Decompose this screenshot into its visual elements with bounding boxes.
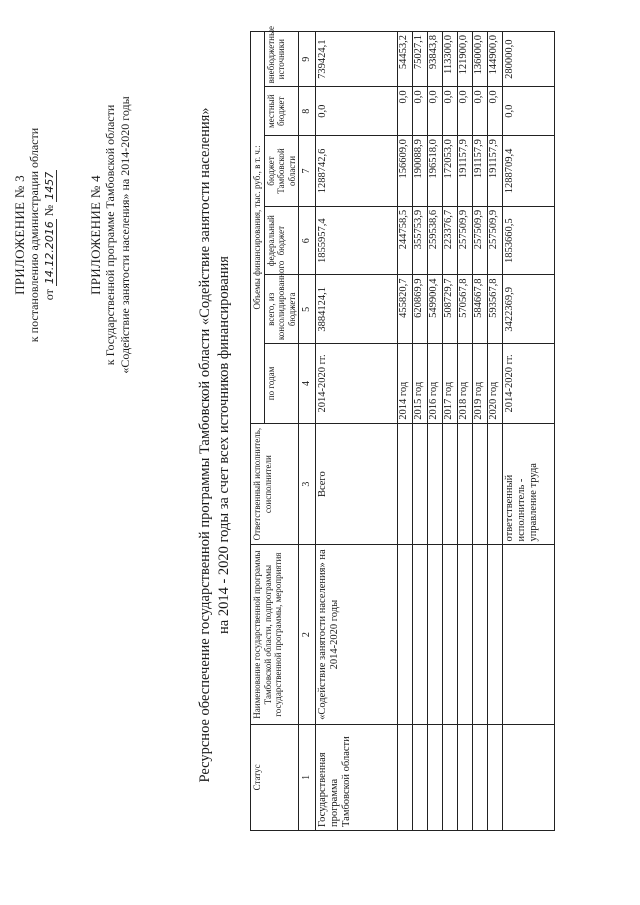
header-total: всего, из консолидированного бюджета: [264, 275, 299, 344]
regional-cell: 191157,9: [473, 136, 488, 207]
total-cell: 593567,8: [488, 275, 503, 344]
empty-cell: [458, 545, 473, 724]
document-title-line-1: Ресурсное обеспечение государственной программы Тамбовской области «Содействие занятости населения»: [197, 107, 213, 783]
empty-cell: [413, 724, 428, 830]
federal-cell: 1853660,5: [503, 206, 555, 275]
total-cell: 549900,4: [428, 275, 443, 344]
year-row: [398, 32, 413, 831]
empty-cell: [443, 545, 458, 724]
regional-cell: 191157,9: [488, 136, 503, 207]
federal-cell: 355753,9: [413, 206, 428, 275]
period-cell: 2014-2020 гг.: [503, 344, 555, 424]
empty-cell: [488, 724, 503, 830]
local-cell: 0,0: [503, 87, 555, 136]
annex-4-title: ПРИЛОЖЕНИЕ № 4: [88, 175, 103, 295]
year-cell: 2020 год: [488, 344, 503, 424]
local-cell: 0,0: [413, 87, 428, 136]
year-row: [413, 32, 428, 831]
empty-cell: [413, 423, 428, 545]
total-cell: 508729,7: [443, 275, 458, 344]
from-prefix: от: [42, 289, 56, 301]
extra-cell: 280000,0: [503, 32, 555, 87]
empty-cell: [473, 545, 488, 724]
regional-cell: 1288709,4: [503, 136, 555, 207]
empty-cell: [398, 724, 413, 830]
year-cell: 2019 год: [473, 344, 488, 424]
col-number: 9: [299, 32, 316, 87]
header-name: Наименование государственной программы Тамбовской области, подпрограммы государственной программы, мероприятия: [251, 545, 299, 724]
total-cell: 620869,9: [413, 275, 428, 344]
empty-cell: [428, 724, 443, 830]
extra-cell: 136000,0: [473, 32, 488, 87]
empty-cell: [428, 545, 443, 724]
extra-cell: 75027,1: [413, 32, 428, 87]
regional-cell: 196518,0: [428, 136, 443, 207]
local-cell: 0,0: [316, 87, 398, 136]
col-number: 1: [299, 724, 316, 830]
total-cell: 3422369,9: [503, 275, 555, 344]
annex-4-line-2: «Содействие занятости населения» на 2014-2020 годы: [118, 96, 132, 374]
executor-cell: Всего: [316, 423, 398, 545]
year-cell: 2017 год: [443, 344, 458, 424]
col-number: 4: [299, 344, 316, 424]
empty-cell: [428, 423, 443, 545]
col-number: 6: [299, 206, 316, 275]
total-cell: 584667,8: [473, 275, 488, 344]
annex-3-date-line: [42, 25, 57, 445]
regional-cell: 191157,9: [458, 136, 473, 207]
federal-cell: 257509,9: [488, 206, 503, 275]
program-name-cell: «Содействие занятости населения» на 2014-2020 годы: [316, 545, 398, 724]
local-cell: 0,0: [398, 87, 413, 136]
header-extra: внебюджетные источники: [264, 32, 299, 87]
empty-cell: [488, 423, 503, 545]
header-status: Статус: [251, 724, 299, 830]
regional-cell: 190088,9: [413, 136, 428, 207]
empty-cell: [458, 724, 473, 830]
document-title: [196, 45, 234, 845]
local-cell: 0,0: [443, 87, 458, 136]
annex-3-title: ПРИЛОЖЕНИЕ № 3: [12, 175, 27, 295]
number-prefix: №: [42, 204, 56, 217]
header-row-1: [251, 32, 265, 831]
col-number: 2: [299, 545, 316, 724]
local-cell: 0,0: [488, 87, 503, 136]
period-cell: 2014-2020 гг.: [316, 344, 398, 424]
empty-cell: [488, 545, 503, 724]
empty-cell: [398, 545, 413, 724]
extra-cell: 113300,0: [443, 32, 458, 87]
header-by-years: по годам: [264, 344, 299, 424]
local-cell: 0,0: [428, 87, 443, 136]
status-cell: Государственная программа Тамбовской области: [316, 724, 398, 830]
handwritten-number: 1457: [43, 171, 56, 200]
extra-cell: 144900,0: [488, 32, 503, 87]
local-cell: 0,0: [458, 87, 473, 136]
federal-cell: 259538,6: [428, 206, 443, 275]
year-row: [488, 32, 503, 831]
federal-cell: 1855957,4: [316, 206, 398, 275]
extra-cell: 739424,1: [316, 32, 398, 87]
col-number: 5: [299, 275, 316, 344]
year-rows: [398, 32, 503, 831]
header-federal: федеральный бюджет: [264, 206, 299, 275]
regional-cell: 156609,0: [398, 136, 413, 207]
extra-cell: 121900,0: [458, 32, 473, 87]
local-cell: 0,0: [473, 87, 488, 136]
annex-3-line: к постановлению администрации области: [27, 127, 41, 343]
header-regional: бюджет Тамбовской области: [264, 136, 299, 207]
header-local: местный бюджет: [264, 87, 299, 136]
col-number: 8: [299, 87, 316, 136]
year-row: [428, 32, 443, 831]
year-row: [473, 32, 488, 831]
executor-cell: ответственный исполнитель - управление труда: [503, 423, 555, 545]
regional-cell: 1288742,6: [316, 136, 398, 207]
resource-table: [250, 26, 555, 831]
status-cell: [503, 724, 555, 830]
year-cell: 2016 год: [428, 344, 443, 424]
empty-cell: [458, 423, 473, 545]
document-title-line-2: на 2014 - 2020 годы за счет всех источников финансирования: [216, 256, 232, 634]
header-executor: Ответственный исполнитель, соисполнители: [251, 423, 299, 545]
empty-cell: [413, 545, 428, 724]
empty-cell: [473, 423, 488, 545]
annex-3-header: [12, 25, 57, 445]
federal-cell: 257509,9: [458, 206, 473, 275]
extra-cell: 54453,2: [398, 32, 413, 87]
total-cell: 3884124,1: [316, 275, 398, 344]
header-volumes: Объемы финансирования, тыс. руб., в т. ч.:: [251, 32, 265, 424]
empty-cell: [473, 724, 488, 830]
table-row: [503, 32, 555, 831]
regional-cell: 172053,0: [443, 136, 458, 207]
column-number-row: [299, 32, 316, 831]
extra-cell: 93843,8: [428, 32, 443, 87]
program-name-cell: [503, 545, 555, 724]
empty-cell: [443, 724, 458, 830]
total-cell: 570567,8: [458, 275, 473, 344]
federal-cell: 244758,5: [398, 206, 413, 275]
empty-cell: [443, 423, 458, 545]
federal-cell: 257509,9: [473, 206, 488, 275]
year-cell: 2015 год: [413, 344, 428, 424]
empty-cell: [398, 423, 413, 545]
year-cell: 2018 год: [458, 344, 473, 424]
year-row: [458, 32, 473, 831]
annex-4-header: [88, 25, 133, 445]
annex-4-line-1: к Государственной программе Тамбовской области: [103, 104, 117, 366]
total-cell: 455820,7: [398, 275, 413, 344]
handwritten-date: 14.12.2016: [43, 221, 56, 285]
table-row: [316, 32, 398, 831]
year-cell: 2014 год: [398, 344, 413, 424]
year-row: [443, 32, 458, 831]
federal-cell: 223376,7: [443, 206, 458, 275]
col-number: 7: [299, 136, 316, 207]
col-number: 3: [299, 423, 316, 545]
